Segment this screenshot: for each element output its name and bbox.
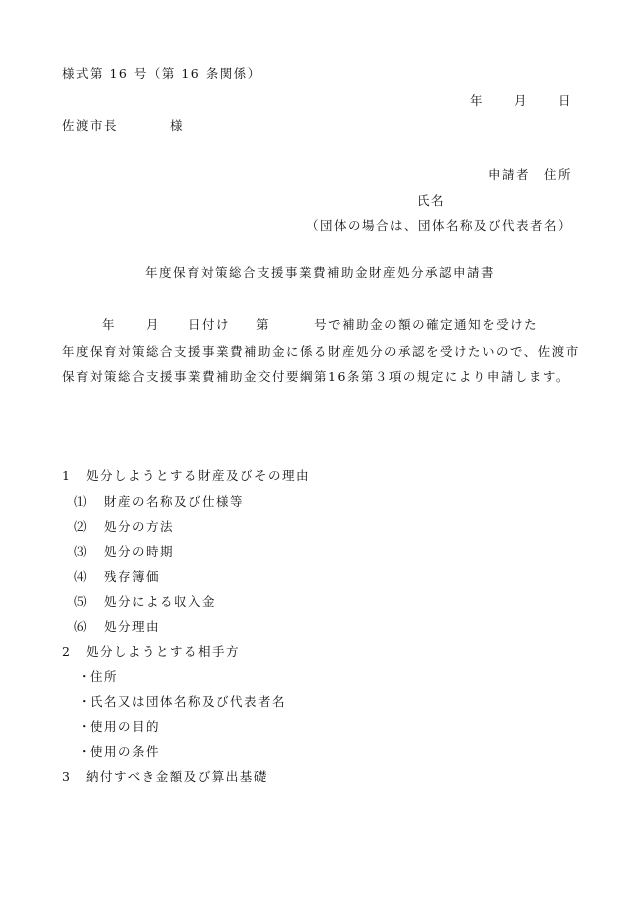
section-3-heading <box>62 769 268 785</box>
body-day-suffix: 日付け <box>188 317 231 332</box>
bullet: ・ <box>78 694 93 709</box>
bullet: ・ <box>78 669 93 684</box>
section-number: 3 <box>62 769 72 784</box>
section-1-item <box>74 544 174 560</box>
body-line1-rest: 号で補助金の額の確定通知を受けた <box>314 317 539 332</box>
body-line-2: 年度保育対策総合支援事業費補助金に係る財産処分の承認を受けたいので、佐渡市 <box>62 344 580 359</box>
section-1-item <box>74 594 216 610</box>
section-2-heading <box>62 644 240 660</box>
item-text: 処分の時期 <box>104 544 175 559</box>
body-month: 月 <box>146 317 161 332</box>
item-number: ⑹ <box>74 619 89 634</box>
recipient <box>62 118 184 134</box>
body-year: 年 <box>102 317 117 332</box>
section-1-item <box>74 494 244 510</box>
body-dai: 第 <box>256 317 271 332</box>
bullet: ・ <box>78 744 93 759</box>
applicant-name-label: 氏名 <box>417 193 446 208</box>
document-title: 年度保育対策総合支援事業費補助金財産処分承認申請書 <box>145 265 496 280</box>
body-line-3: 保育対策総合支援事業費補助金交付要綱第16条第３項の規定により申請します。 <box>62 369 570 384</box>
date-day: 日 <box>557 93 572 108</box>
section-title: 納付すべき金額及び算出基礎 <box>86 769 268 784</box>
section-title: 処分しようとする相手方 <box>86 644 241 659</box>
section-2-item <box>78 694 286 710</box>
item-number: ⑴ <box>74 494 89 509</box>
item-text: 使用の目的 <box>90 719 161 734</box>
date-month: 月 <box>513 93 528 108</box>
item-text: 残存簿価 <box>104 569 161 584</box>
section-1-item <box>74 519 174 535</box>
item-text: 氏名又は団体名称及び代表者名 <box>90 694 287 709</box>
applicant-address-label: 住所 <box>543 167 572 182</box>
applicant-note: （団体の場合は、団体名称及び代表者名） <box>305 218 572 233</box>
item-text: 処分の方法 <box>104 519 175 534</box>
item-number: ⑸ <box>74 594 89 609</box>
section-1-item <box>74 569 160 585</box>
section-2-item <box>78 719 160 735</box>
form-number: 様式第 16 号（第 16 条関係） <box>62 66 262 81</box>
item-number: ⑵ <box>74 519 89 534</box>
applicant-role: 申請者 <box>487 167 530 182</box>
bullet: ・ <box>78 719 93 734</box>
item-number: ⑷ <box>74 569 89 584</box>
section-2-item <box>78 744 160 760</box>
item-text: 処分による収入金 <box>104 594 217 609</box>
item-number: ⑶ <box>74 544 89 559</box>
section-1-item <box>74 619 160 635</box>
item-text: 処分理由 <box>104 619 161 634</box>
date-line <box>470 93 572 109</box>
applicant-address-line <box>488 167 572 183</box>
body-line-1 <box>102 317 538 333</box>
section-number: 2 <box>62 644 72 659</box>
item-text: 住所 <box>90 669 119 684</box>
recipient-honorific: 様 <box>170 118 185 133</box>
item-text: 財産の名称及び仕様等 <box>104 494 245 509</box>
section-2-item <box>78 669 118 685</box>
date-year: 年 <box>469 93 484 108</box>
section-title: 処分しようとする財産及びその理由 <box>86 468 311 483</box>
section-1-heading <box>62 468 310 484</box>
section-number: 1 <box>62 468 72 483</box>
item-text: 使用の条件 <box>90 744 161 759</box>
recipient-name: 佐渡市長 <box>62 118 119 133</box>
